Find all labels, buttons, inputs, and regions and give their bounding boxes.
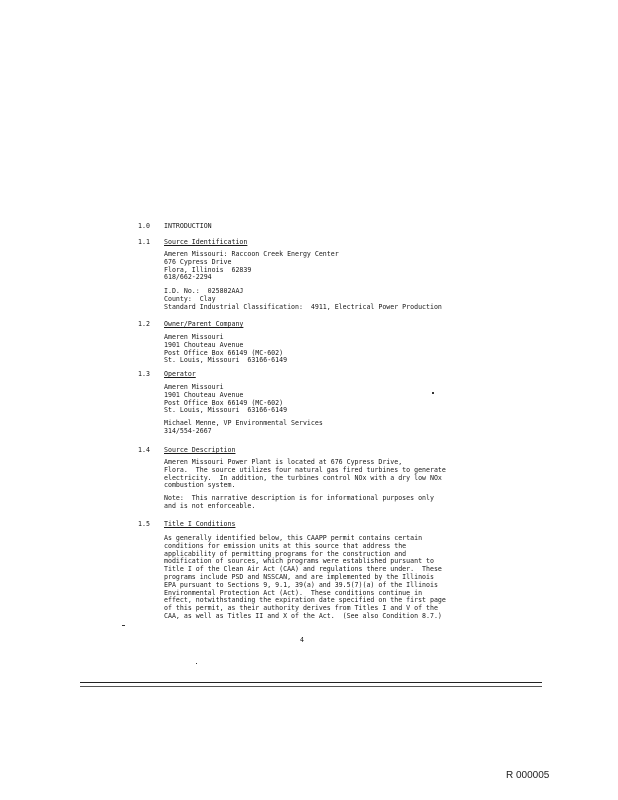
text-line: Ameren Missouri: Raccoon Creek Energy Center [164, 250, 339, 258]
text-line: Title I of the Clean Air Act (CAA) and regulations there under. These [164, 565, 442, 574]
section-number: 1.4 [138, 446, 150, 454]
text-line: Flora. The source utilizes four natural gas fired turbines to generate [164, 465, 446, 474]
section-heading-title-i-conditions: Title I Conditions [164, 520, 236, 528]
section-heading-operator: Operator [164, 370, 196, 378]
text-line: Ameren Missouri Power Plant is located at 676 Cypress Drive, [164, 458, 403, 466]
section-number: 1.1 [138, 238, 150, 246]
text-line: EPA pursuant to Sections 9, 9.1, 39(a) and 39.5(7)(a) of the Illinois [164, 580, 438, 589]
scan-speck [122, 625, 125, 626]
text-line: programs include PSD and NSSCAN, and are implemented by the Illinois [164, 572, 434, 581]
text-line: Post Office Box 66149 (MC-602) [164, 398, 284, 407]
text-line: 1901 Chouteau Avenue [164, 390, 244, 399]
source-address-block [164, 251, 339, 282]
bates-number: R 000005 [506, 770, 550, 781]
text-line: Ameren Missouri [164, 333, 224, 341]
scan-speck [196, 663, 197, 664]
text-line: Standard Industrial Classification: 4911, Electrical Power Production [164, 302, 442, 311]
intro-heading: INTRODUCTION [164, 222, 212, 230]
section-number: 1.2 [138, 320, 150, 328]
text-line: 1901 Chouteau Avenue [164, 340, 244, 349]
text-line: Ameren Missouri [164, 383, 224, 391]
text-line: 676 Cypress Drive [164, 257, 232, 266]
text-line: St. Louis, Missouri 63166-6149 [164, 406, 288, 415]
section-heading-source-description: Source Description [164, 446, 236, 454]
source-description-paragraph [164, 459, 446, 490]
text-line: combustion system. [164, 481, 236, 490]
text-line: I.D. No.: 025802AAJ [164, 287, 244, 295]
title-i-paragraph [164, 535, 446, 621]
text-line: Michael Menne, VP Environmental Services [164, 419, 323, 427]
text-line: modification of sources, which programs were established pursuant to [164, 557, 434, 566]
section-heading-owner: Owner/Parent Company [164, 320, 244, 328]
section-heading-source-identification: Source Identification [164, 238, 248, 246]
text-line: St. Louis, Missouri 63166-6149 [164, 356, 288, 365]
text-line: County: Clay [164, 294, 216, 303]
footer-rule-secondary [80, 686, 542, 687]
operator-address-block [164, 384, 287, 415]
note-paragraph [164, 495, 434, 511]
text-line: Note: This narrative description is for informational purposes only [164, 494, 434, 502]
text-line: effect, notwithstanding the expiration date specified on the first page [164, 596, 446, 605]
scan-speck [432, 392, 434, 394]
intro-section-number: 1.0 [138, 222, 150, 230]
text-line: of this permit, as their authority derives from Titles I and V of the [164, 604, 438, 613]
text-line: 314/554-2667 [164, 426, 212, 435]
text-line: Flora, Illinois 62839 [164, 265, 252, 274]
text-line: conditions for emission units at this source that address the [164, 541, 407, 550]
operator-contact-block [164, 420, 323, 436]
text-line: electricity. In addition, the turbines control NOx with a dry low NOx [164, 473, 442, 482]
text-line: As generally identified below, this CAAPP permit contains certain [164, 534, 423, 542]
text-line: Post Office Box 66149 (MC-602) [164, 348, 284, 357]
owner-address-block [164, 334, 287, 365]
section-number: 1.5 [138, 520, 150, 528]
page-number: 4 [300, 636, 304, 644]
text-line: Environmental Protection Act (Act). These conditions continue in [164, 588, 423, 597]
text-line: 618/662-2294 [164, 273, 212, 282]
section-number: 1.3 [138, 370, 150, 378]
source-id-block [164, 288, 442, 311]
text-line: applicability of permitting programs for the construction and [164, 549, 407, 558]
text-line: CAA, as well as Titles II and X of the Act. (See also Condition 8.7.) [164, 611, 442, 620]
footer-rule [80, 682, 542, 683]
text-line: and is not enforceable. [164, 501, 256, 510]
